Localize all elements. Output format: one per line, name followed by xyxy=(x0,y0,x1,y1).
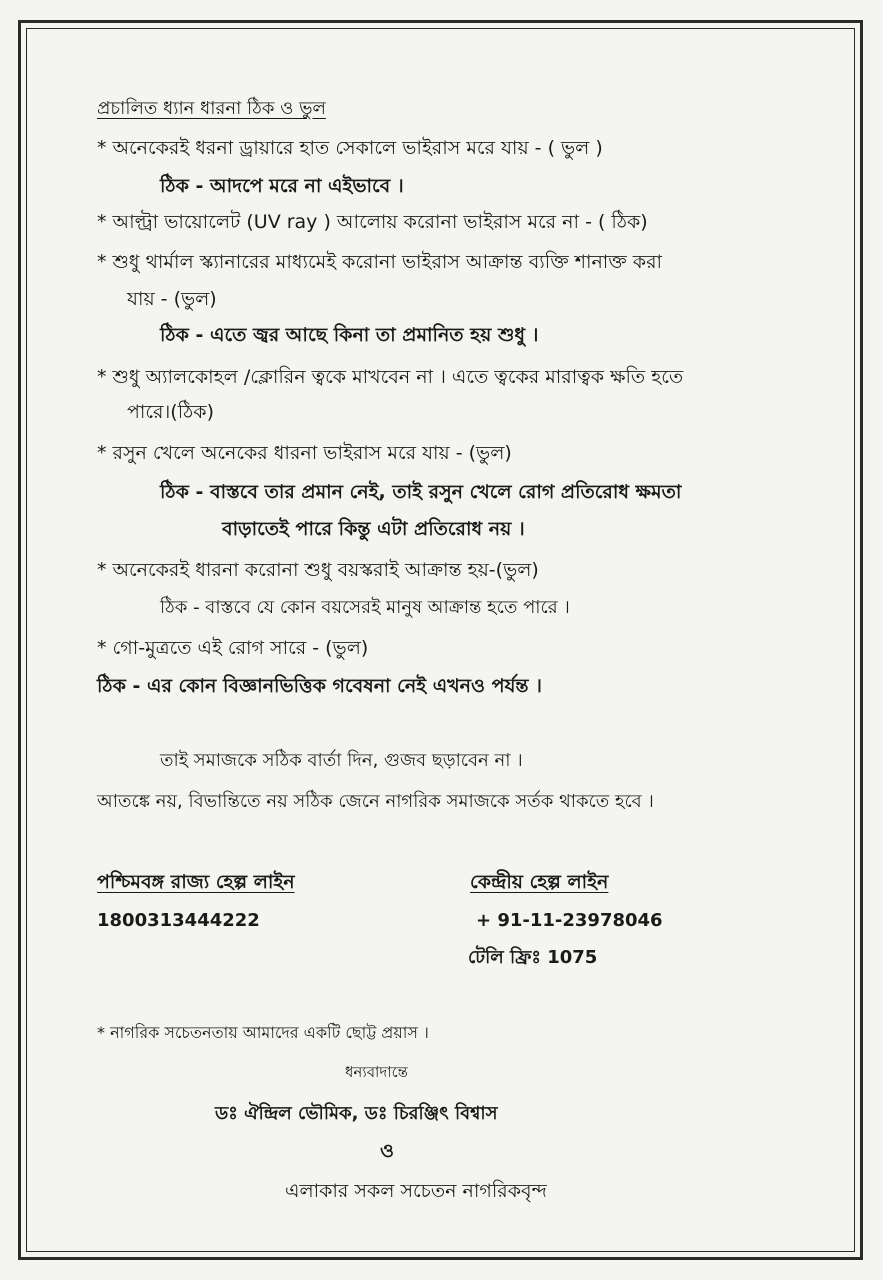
central-helpline-title: কেন্দ্রীয় হেল্প লাইন xyxy=(470,871,609,893)
item-cow-urine: * গো-মুত্রতে এই রোগ সারে - (ভুল) xyxy=(97,637,369,659)
note: * নাগরিক সচেতনতায় আমাদের একটি ছোট্ট প্রয়াস । xyxy=(97,1023,429,1042)
item-garlic-fact: ঠিক - বাস্তবে তার প্রমান নেই, তাই রসুন খেলে রোগ প্রতিরোধ ক্ষমতা xyxy=(160,481,682,503)
state-helpline-number: 1800313444222 xyxy=(97,910,260,931)
item-alcohol: * শুধু অ্যালকোহল /ক্লোরিন ত্বকে মাখবেন না । এতে ত্বকের মারাত্বক ক্ষতি হতে xyxy=(97,366,684,388)
thanks: ধন্যবাদান্তে xyxy=(345,1063,409,1081)
signatories: ডঃ ঐন্দ্রিল ভৌমিক, ডঃ চিরঞ্জিৎ বিশ্বাস xyxy=(215,1103,498,1124)
appeal-line-2: আতঙ্কে নয়, বিভান্তিতে নয় সঠিক জেনে নাগরিক সমাজকে সর্তক থাকতে হবে । xyxy=(97,791,654,812)
item-garlic-fact-cont: বাড়াতেই পারে কিন্তু এটা প্রতিরোধ নয় । xyxy=(222,518,525,540)
item-uv: * আল্ট্রা ভায়োলেট (UV ray ) আলোয় করোনা ভাইরাস মরে না - ( ঠিক) xyxy=(97,211,648,233)
central-tollfree: টেলি ফ্রিঃ 1075 xyxy=(468,947,598,968)
item-age: * অনেকেরই ধারনা করোনা শুধু বয়স্করাই আক্রান্ত হয়-(ভুল) xyxy=(97,559,539,581)
state-helpline-title: পশ্চিমবঙ্গ রাজ্য হেল্প লাইন xyxy=(97,871,295,893)
item-thermal-fact: ঠিক - এতে জ্বর আছে কিনা তা প্রমানিত হয় শুধু । xyxy=(160,324,539,346)
item-alcohol-cont: পারে।(ঠিক) xyxy=(127,401,214,423)
conjunction: ও xyxy=(380,1140,394,1162)
central-helpline-number: + 91-11-23978046 xyxy=(476,910,663,931)
heading: প্রচালিত ধ্যান ধারনা ঠিক ও ভুল xyxy=(97,98,326,119)
item-thermal: * শুধু থার্মাল স্ক্যানারের মাধ্যমেই করোনা ভাইরাস আক্রান্ত ব্যক্তি শানাক্ত করা xyxy=(97,251,663,273)
closing: এলাকার সকল সচেতন নাগরিকবৃন্দ xyxy=(285,1180,547,1202)
item-age-fact: ঠিক - বাস্তবে যে কোন বয়সেরই মানুষ আক্রান্ত হতে পারে । xyxy=(160,597,570,618)
item-dryer: * অনেকেরই ধরনা ড্রায়ারে হাত সেকালে ভাইরাস মরে যায় - ( ভুল ) xyxy=(97,137,603,159)
item-garlic: * রসুন খেলে অনেকের ধারনা ভাইরাস মরে যায় - (ভুল) xyxy=(97,442,512,464)
item-dryer-fact: ঠিক - আদপে মরে না এইভাবে । xyxy=(160,175,404,197)
item-cow-urine-fact: ঠিক - এর কোন বিজ্ঞানভিত্তিক গবেষনা নেই এখনও পর্যন্ত । xyxy=(97,675,542,697)
appeal-line-1: তাই সমাজকে সঠিক বার্তা দিন, গুজব ছড়াবেন না । xyxy=(160,750,523,771)
item-thermal-cont: যায় - (ভুল) xyxy=(127,288,217,310)
